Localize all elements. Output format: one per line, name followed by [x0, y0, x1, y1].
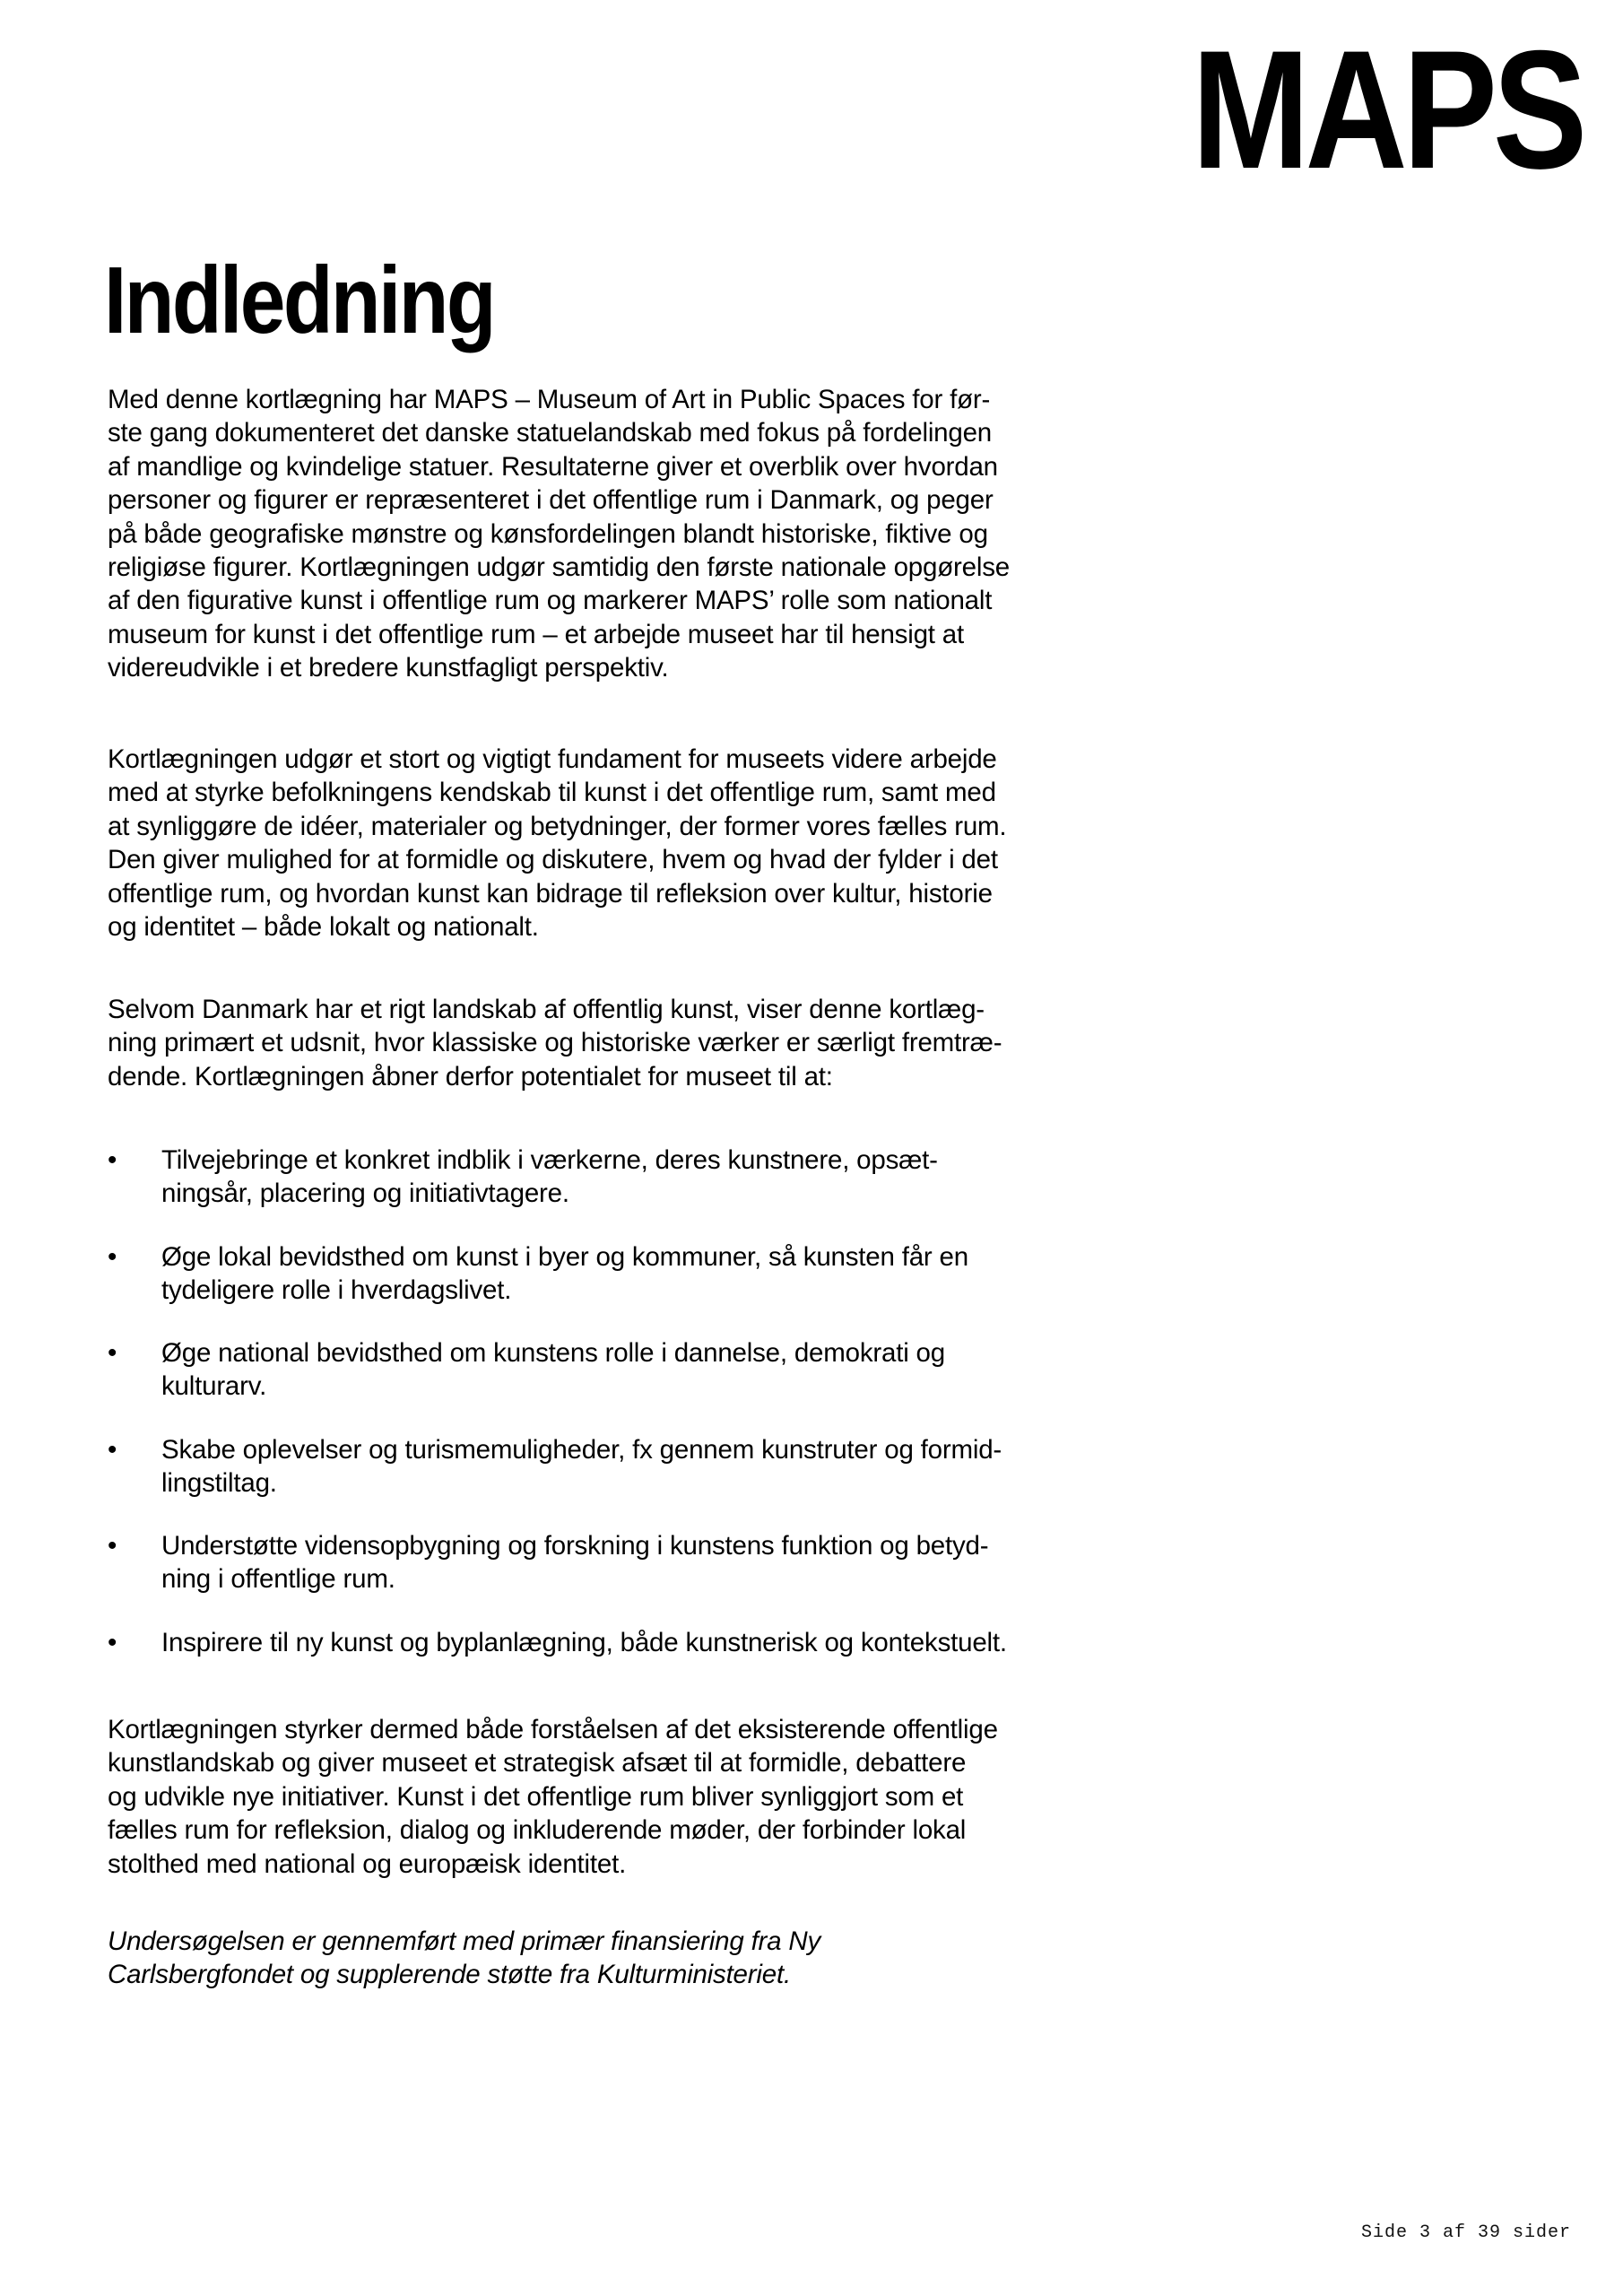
text-line: på både geografiske mønstre og kønsfordelingen blandt historiske, fiktive og	[108, 518, 988, 549]
text-line: religiøse figurer. Kortlægningen udgør samtidig den første nationale opgørelse	[108, 552, 1010, 583]
list-item	[108, 1433, 1007, 1530]
page-title: Indledning	[104, 248, 494, 353]
text-line: at synliggøre de idéer, materialer og betydninger, der former vores fælles rum.	[108, 811, 1007, 841]
intro-paragraph-2	[108, 743, 1112, 944]
text-line: Selvom Danmark har et rigt landskab af offentlig kunst, viser denne kortlæg-	[108, 995, 985, 1024]
text-line: Kortlægningen styrker dermed både forståelsen af det eksisterende offentlige	[108, 1715, 998, 1744]
bullet-icon: •	[108, 1434, 117, 1465]
text-line: Carlsbergfondet og supplerende støtte fra Kulturministeriet.	[108, 1960, 791, 1990]
page-number: Side 3 af 39 sider	[1360, 2222, 1571, 2243]
text-line: kunstlandskab og giver museet et strategisk afsæt til at formidle, debattere	[108, 1748, 967, 1779]
text-line: Øge lokal bevidsthed om kunst i byer og kommuner, så kunsten får en	[161, 1241, 968, 1272]
intro-paragraph-1	[108, 383, 1112, 685]
bullet-icon: •	[108, 1531, 117, 1561]
text-line: stolthed med national og europæisk identitet.	[108, 1848, 627, 1879]
text-line: Inspirere til ny kunst og byplanlægning, både kunstnerisk og kontekstuelt.	[161, 1627, 1007, 1657]
text-line: Understøtte vidensopbygning og forskning i kunstens funktion og betyd-	[161, 1531, 989, 1561]
text-line: personer og figurer er repræsenteret i det offentlige rum i Danmark, og peger	[108, 485, 994, 516]
potential-list	[108, 1144, 1007, 1722]
text-line: af den figurative kunst i offentlige rum og markerer MAPS’ rolle som nationalt	[108, 586, 993, 616]
text-line: lingstiltag.	[161, 1467, 277, 1498]
closing-paragraph	[108, 1713, 1112, 1881]
maps-logo: MAPS	[1191, 15, 1583, 204]
list-item	[108, 1529, 1007, 1626]
list-item	[108, 1626, 1007, 1723]
text-line: museum for kunst i det offentlige rum – et arbejde museet har til hensigt at	[108, 619, 964, 649]
text-line: dende. Kortlægningen åbner derfor potentialet for museet til at:	[108, 1061, 833, 1091]
list-item	[108, 1144, 1007, 1240]
text-line: Kortlægningen udgør et stort og vigtigt fundament for museets videre arbejde	[108, 744, 997, 774]
bullet-icon: •	[108, 1145, 117, 1175]
text-line: Skabe oplevelser og turismemuligheder, fx gennem kunstruter og formid-	[161, 1434, 1002, 1465]
list-item	[108, 1240, 1007, 1337]
text-line: Øge national bevidsthed om kunstens rolle i dannelse, demokrati og	[161, 1338, 945, 1368]
text-line: Tilvejebringe et konkret indblik i værkerne, deres kunstnere, opsæt-	[161, 1145, 938, 1175]
text-line: Den giver mulighed for at formidle og diskutere, hvem og hvad der fylder i det	[108, 845, 998, 875]
text-line: tydeligere rolle i hverdagslivet.	[161, 1274, 512, 1305]
text-line: ningsår, placering og initiativtagere.	[161, 1178, 569, 1209]
text-line: Med denne kortlægning har MAPS – Museum of Art in Public Spaces for før-	[108, 385, 991, 414]
text-line: af mandlige og kvindelige statuer. Resultaterne giver et overblik over hvordan	[108, 451, 998, 482]
text-line: ste gang dokumenteret det danske statuelandskab med fokus på fordelingen	[108, 418, 992, 448]
list-item	[108, 1336, 1007, 1433]
text-line: fælles rum for refleksion, dialog og inkluderende møder, der forbinder lokal	[108, 1815, 967, 1846]
text-line: ning i offentlige rum.	[161, 1564, 395, 1595]
text-line: ning primært et udsnit, hvor klassiske og historiske værker er særligt fremtræ-	[108, 1028, 1002, 1058]
funding-note	[108, 1925, 1112, 1992]
bullet-icon: •	[108, 1627, 117, 1657]
text-line: offentlige rum, og hvordan kunst kan bidrage til refleksion over kultur, historie	[108, 878, 993, 909]
bullet-icon: •	[108, 1338, 117, 1368]
text-line: kulturarv.	[161, 1371, 267, 1402]
text-line: og udvikle nye initiativer. Kunst i det offentlige rum bliver synliggjort som et	[108, 1781, 964, 1812]
intro-paragraph-3	[108, 993, 1112, 1093]
text-line: med at styrke befolkningens kendskab til kunst i det offentlige rum, samt med	[108, 778, 996, 808]
text-line: og identitet – både lokalt og nationalt.	[108, 912, 539, 943]
bullet-icon: •	[108, 1241, 117, 1272]
text-line: Undersøgelsen er gennemført med primær finansiering fra Ny	[108, 1926, 821, 1956]
text-line: videreudvikle i et bredere kunstfagligt perspektiv.	[108, 653, 669, 683]
